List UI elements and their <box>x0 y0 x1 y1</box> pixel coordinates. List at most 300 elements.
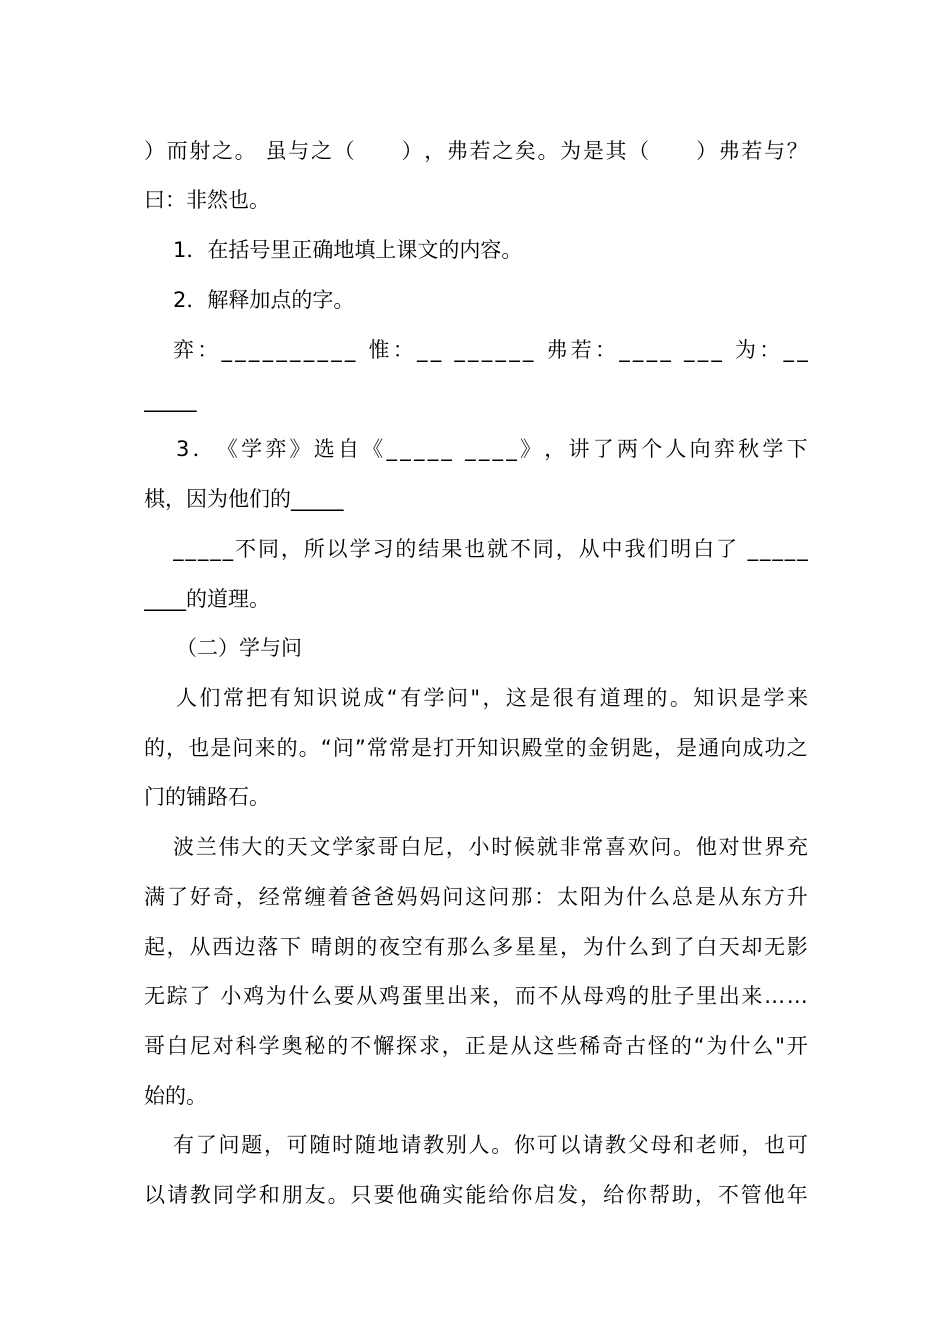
char: 常 <box>281 885 303 909</box>
char: ） <box>696 139 718 163</box>
char: 习 <box>372 537 394 561</box>
char: 出 <box>446 984 468 1008</box>
char: 》 <box>520 437 542 461</box>
char: 从 <box>510 1034 532 1058</box>
char: （ <box>333 139 355 163</box>
char: 有 <box>400 686 422 710</box>
char: ， <box>694 1183 716 1207</box>
char: （ <box>628 139 650 163</box>
char: 这 <box>465 885 487 909</box>
char: 满 <box>144 885 165 909</box>
char: 什 <box>729 1034 751 1058</box>
char: 有 <box>424 935 446 959</box>
char: _ <box>492 437 504 461</box>
char: 你 <box>514 1133 536 1157</box>
char: 哥 <box>377 835 399 859</box>
char: 们 <box>647 537 669 561</box>
question-2: 2．解释加点的字。 <box>173 288 355 312</box>
char: 界 <box>764 835 786 859</box>
char: 为 <box>603 885 625 909</box>
char: 打 <box>433 736 455 760</box>
char: 们 <box>199 686 221 710</box>
char: 个 <box>641 437 663 461</box>
char: 友 <box>304 1183 326 1207</box>
char: _ <box>222 537 234 561</box>
char: 的 <box>276 736 298 760</box>
char: 无 <box>144 984 165 1008</box>
char: 矣 <box>514 139 536 163</box>
char: _ <box>632 338 644 362</box>
char: 天 <box>718 935 740 959</box>
char: 小 <box>468 835 490 859</box>
char: 。 <box>669 686 691 710</box>
char: _ <box>235 338 246 362</box>
char: 下 <box>786 437 808 461</box>
char: 老 <box>695 1133 717 1157</box>
char <box>212 981 219 1011</box>
char: _ <box>646 338 658 362</box>
para-2-line-3 <box>144 932 808 962</box>
char: 别 <box>445 1133 467 1157</box>
char: _ <box>400 437 411 461</box>
char: 以 <box>144 1183 165 1207</box>
char: ， <box>445 835 467 859</box>
char: _ <box>509 338 520 362</box>
char: ， <box>580 1183 602 1207</box>
char: _ <box>441 437 452 461</box>
char: 而 <box>166 139 188 163</box>
char: 识 <box>716 686 738 710</box>
char: 所 <box>303 537 325 561</box>
char: 出 <box>718 984 740 1008</box>
char <box>359 335 366 365</box>
char: ， <box>555 537 577 561</box>
char: “ <box>693 1034 705 1058</box>
char: 母 <box>582 984 604 1008</box>
char: _ <box>747 537 759 561</box>
char: 。 <box>537 139 559 163</box>
char: _ <box>683 338 695 362</box>
char: 爸 <box>373 885 395 909</box>
char: 鸡 <box>242 984 264 1008</box>
char: _ <box>506 437 517 461</box>
char: 有 <box>173 1133 194 1157</box>
char: 来 <box>469 984 491 1008</box>
char: 为 <box>706 1034 728 1058</box>
char: 阳 <box>580 885 602 909</box>
char: 问 <box>488 885 510 909</box>
char: 妈 <box>396 885 418 909</box>
char: 功 <box>764 736 786 760</box>
blanks-line-cont: _____ <box>144 388 197 412</box>
char: 果 <box>441 537 463 561</box>
char: 也 <box>764 1133 786 1157</box>
char: 讲 <box>568 437 590 461</box>
char: 理 <box>623 686 644 710</box>
char: _ <box>331 338 342 362</box>
char: ： <box>534 885 556 909</box>
question-3-cont: 棋，因为他们的_____ <box>144 487 344 511</box>
char: 了 <box>716 537 738 561</box>
char: 的 <box>327 1034 349 1058</box>
char: _ <box>783 338 794 362</box>
char: 《 <box>216 437 238 461</box>
char: 年 <box>786 1183 808 1207</box>
char: 正 <box>464 1034 486 1058</box>
char: 发 <box>557 1183 579 1207</box>
char: ， <box>492 984 514 1008</box>
char: ， <box>544 437 566 461</box>
char: 对 <box>718 835 740 859</box>
char: ， <box>560 935 582 959</box>
char: ” <box>354 736 366 760</box>
char: 其 <box>605 139 627 163</box>
char: 随 <box>309 1133 331 1157</box>
char <box>725 335 732 365</box>
char: 白 <box>166 1034 188 1058</box>
para-3-line-1 <box>173 1130 808 1160</box>
char: 和 <box>258 1183 280 1207</box>
char: 落 <box>257 935 279 959</box>
char: 懈 <box>373 1034 395 1058</box>
char: 家 <box>354 835 376 859</box>
char: 从 <box>356 984 378 1008</box>
char: 有 <box>576 686 598 710</box>
char: ， <box>166 935 188 959</box>
char: 两 <box>616 437 638 461</box>
char: 识 <box>316 686 338 710</box>
char: " <box>470 686 481 710</box>
char: 从 <box>578 537 600 561</box>
para-1-line-3: 门的铺路石。 <box>144 785 270 809</box>
char: 问 <box>218 1133 240 1157</box>
char: 弗 <box>718 139 740 163</box>
char: 为 <box>560 139 582 163</box>
char: 哥 <box>144 1034 165 1058</box>
char: 里 <box>696 984 718 1008</box>
char: 若 <box>741 139 763 163</box>
char: _ <box>173 537 184 561</box>
char <box>257 136 264 166</box>
char: _ <box>262 338 274 362</box>
char: 的 <box>628 984 650 1008</box>
char: ， <box>654 736 676 760</box>
char: 说 <box>339 686 361 710</box>
char: _ <box>759 537 771 561</box>
char: _ <box>797 537 808 561</box>
char: _ <box>185 537 196 561</box>
char: 那 <box>511 885 533 909</box>
char: 不 <box>350 1034 372 1058</box>
char: 妈 <box>419 885 441 909</box>
para-2-line-6: 始的。 <box>144 1084 207 1108</box>
char: 父 <box>627 1133 649 1157</box>
char: 秋 <box>738 437 760 461</box>
char: 么 <box>628 935 650 959</box>
char: 知 <box>293 686 315 710</box>
char: 白 <box>693 537 715 561</box>
char <box>356 136 377 166</box>
char: 。 <box>327 1183 349 1207</box>
char: " <box>775 1034 785 1058</box>
char: 怪 <box>647 1034 669 1058</box>
char: 边 <box>234 935 256 959</box>
char: “ <box>320 736 332 760</box>
char: 以 <box>559 1133 581 1157</box>
char: 弗 <box>546 338 568 362</box>
char: 是 <box>529 686 551 710</box>
char: 学 <box>332 835 354 859</box>
char <box>455 434 462 464</box>
char: ） <box>401 139 423 163</box>
char: 管 <box>740 1183 762 1207</box>
char: 学 <box>423 686 445 710</box>
char: 踪 <box>166 984 188 1008</box>
char: 成 <box>742 736 764 760</box>
char: 些 <box>556 1034 578 1058</box>
char: 缠 <box>304 885 326 909</box>
char: 能 <box>465 1183 487 1207</box>
char: _ <box>495 338 506 362</box>
char <box>379 136 400 166</box>
char: 经 <box>258 885 280 909</box>
question-3-line-3 <box>173 534 808 564</box>
char: 可 <box>786 1133 808 1157</box>
char: 朗 <box>333 935 355 959</box>
char: 教 <box>423 1133 445 1157</box>
char: 起 <box>144 935 165 959</box>
char: 同 <box>532 537 554 561</box>
char: 惟 <box>368 338 390 362</box>
char: 就 <box>536 835 558 859</box>
char: 伟 <box>218 835 240 859</box>
char: 晴 <box>310 935 332 959</box>
char: _ <box>711 338 722 362</box>
char: 朋 <box>281 1183 303 1207</box>
char: 白 <box>400 835 422 859</box>
char: 《 <box>362 437 384 461</box>
char: 与 <box>288 139 310 163</box>
char: 要 <box>333 984 355 1008</box>
char: 他 <box>763 1183 785 1207</box>
char: 下 <box>279 935 301 959</box>
char: 常 <box>366 736 388 760</box>
char: … <box>786 984 808 1008</box>
char: ， <box>235 885 257 909</box>
char: 而 <box>514 984 536 1008</box>
char: 选 <box>313 437 335 461</box>
char: 夜 <box>378 935 400 959</box>
char: 金 <box>587 736 609 760</box>
char: 那 <box>446 935 468 959</box>
char: _ <box>797 338 808 362</box>
char: 问 <box>442 885 464 909</box>
char: 稀 <box>579 1034 601 1058</box>
char: 请 <box>400 1133 422 1157</box>
char: 尼 <box>189 1034 211 1058</box>
char: 从 <box>560 984 582 1008</box>
char: 尼 <box>423 835 445 859</box>
question-3 <box>176 434 808 464</box>
char: 问 <box>446 686 468 710</box>
char <box>303 932 310 962</box>
char: 他 <box>695 835 717 859</box>
char: 地 <box>377 1133 399 1157</box>
char: 么 <box>310 984 332 1008</box>
char: 白 <box>696 935 718 959</box>
char <box>674 335 681 365</box>
char: _ <box>465 437 476 461</box>
char: 学 <box>241 437 263 461</box>
char: _ <box>210 537 221 561</box>
char: 你 <box>511 1183 533 1207</box>
char <box>673 136 694 166</box>
char: _ <box>660 338 671 362</box>
char: ， <box>166 736 188 760</box>
char: 之 <box>310 139 332 163</box>
char: 也 <box>464 537 486 561</box>
char: 鸡 <box>605 984 627 1008</box>
char: 题 <box>241 1133 263 1157</box>
char: _ <box>697 338 709 362</box>
char: _ <box>454 338 465 362</box>
char: 时 <box>491 835 513 859</box>
char: 是 <box>582 139 604 163</box>
char: 问 <box>650 835 672 859</box>
char: _ <box>427 437 439 461</box>
char: 给 <box>488 1183 510 1207</box>
char: 却 <box>741 935 763 959</box>
char: 奇 <box>212 885 234 909</box>
blanks-line <box>173 335 808 365</box>
char: 问 <box>332 736 354 760</box>
char: 向 <box>720 736 742 760</box>
para-1-line-2 <box>144 733 808 763</box>
char: 的 <box>263 835 285 859</box>
char: 结 <box>418 537 440 561</box>
char: _ <box>248 338 260 362</box>
char: 不 <box>235 537 257 561</box>
char: 波 <box>173 835 194 859</box>
char: 弗 <box>446 139 468 163</box>
char: ， <box>424 139 446 163</box>
char: 到 <box>650 935 672 959</box>
char: 方 <box>763 885 785 909</box>
char: 与 <box>764 139 786 163</box>
char: 开 <box>455 736 477 760</box>
char: 。 <box>298 736 320 760</box>
char: 大 <box>241 835 263 859</box>
char: 是 <box>487 1034 509 1058</box>
char: 确 <box>419 1183 441 1207</box>
char: 是 <box>210 736 232 760</box>
char: 为 <box>265 984 287 1008</box>
char: 以 <box>326 537 348 561</box>
char: 不 <box>537 984 559 1008</box>
char: 来 <box>254 736 276 760</box>
char: 了 <box>592 437 614 461</box>
char: 西 <box>211 935 233 959</box>
char: ， <box>280 537 302 561</box>
char: 的 <box>356 935 378 959</box>
char: _ <box>317 338 328 362</box>
char: ， <box>263 1133 285 1157</box>
text-line-1 <box>144 136 808 166</box>
char: _ <box>290 338 301 362</box>
char: ？ <box>786 139 808 163</box>
char: 不 <box>509 537 531 561</box>
char: 常 <box>222 686 244 710</box>
char: 把 <box>246 686 268 710</box>
char: 知 <box>477 736 499 760</box>
char: 空 <box>401 935 423 959</box>
char: 为 <box>582 935 604 959</box>
char: ： <box>759 338 781 362</box>
char: 古 <box>625 1034 647 1058</box>
char: 。 <box>234 139 256 163</box>
char: 3 <box>176 437 190 461</box>
char: _ <box>416 338 428 362</box>
char: 了 <box>166 885 188 909</box>
char: 就 <box>487 537 508 561</box>
char: 殿 <box>521 736 543 760</box>
char: 知 <box>693 686 715 710</box>
char: 匙 <box>631 736 653 760</box>
char: 里 <box>424 984 446 1008</box>
char: 学 <box>235 1183 257 1207</box>
char: 道 <box>599 686 621 710</box>
char: 欢 <box>627 835 649 859</box>
char: 么 <box>752 1034 774 1058</box>
char <box>651 136 672 166</box>
char: 自 <box>338 437 360 461</box>
char: … <box>764 984 786 1008</box>
para-2-line-5 <box>144 1031 808 1061</box>
char: _ <box>197 537 209 561</box>
char: 实 <box>442 1183 464 1207</box>
char: 候 <box>514 835 536 859</box>
char: ， <box>741 1133 763 1157</box>
char: 可 <box>286 1133 308 1157</box>
char: 教 <box>189 1183 211 1207</box>
char: 喜 <box>604 835 626 859</box>
char: 。 <box>491 1133 513 1157</box>
char: 这 <box>533 1034 555 1058</box>
char: _ <box>430 338 442 362</box>
char: 从 <box>189 935 211 959</box>
char: 开 <box>786 1034 808 1058</box>
char: 这 <box>505 686 527 710</box>
char: 蛋 <box>401 984 423 1008</box>
char: 鸡 <box>378 984 400 1008</box>
char: 学 <box>258 1034 280 1058</box>
char: ： <box>392 338 414 362</box>
char: 不 <box>717 1183 739 1207</box>
char: 中 <box>601 537 623 561</box>
char: _ <box>619 338 630 362</box>
char: 。 <box>673 835 695 859</box>
char: 人 <box>176 686 197 710</box>
char: 同 <box>257 537 279 561</box>
char: 给 <box>603 1183 625 1207</box>
char: 很 <box>552 686 574 710</box>
para-2-line-4 <box>144 981 808 1011</box>
char: 之 <box>492 139 514 163</box>
char: 问 <box>232 736 254 760</box>
char: 弈 <box>173 338 194 362</box>
char: 肚 <box>650 984 672 1008</box>
char: 也 <box>188 736 210 760</box>
